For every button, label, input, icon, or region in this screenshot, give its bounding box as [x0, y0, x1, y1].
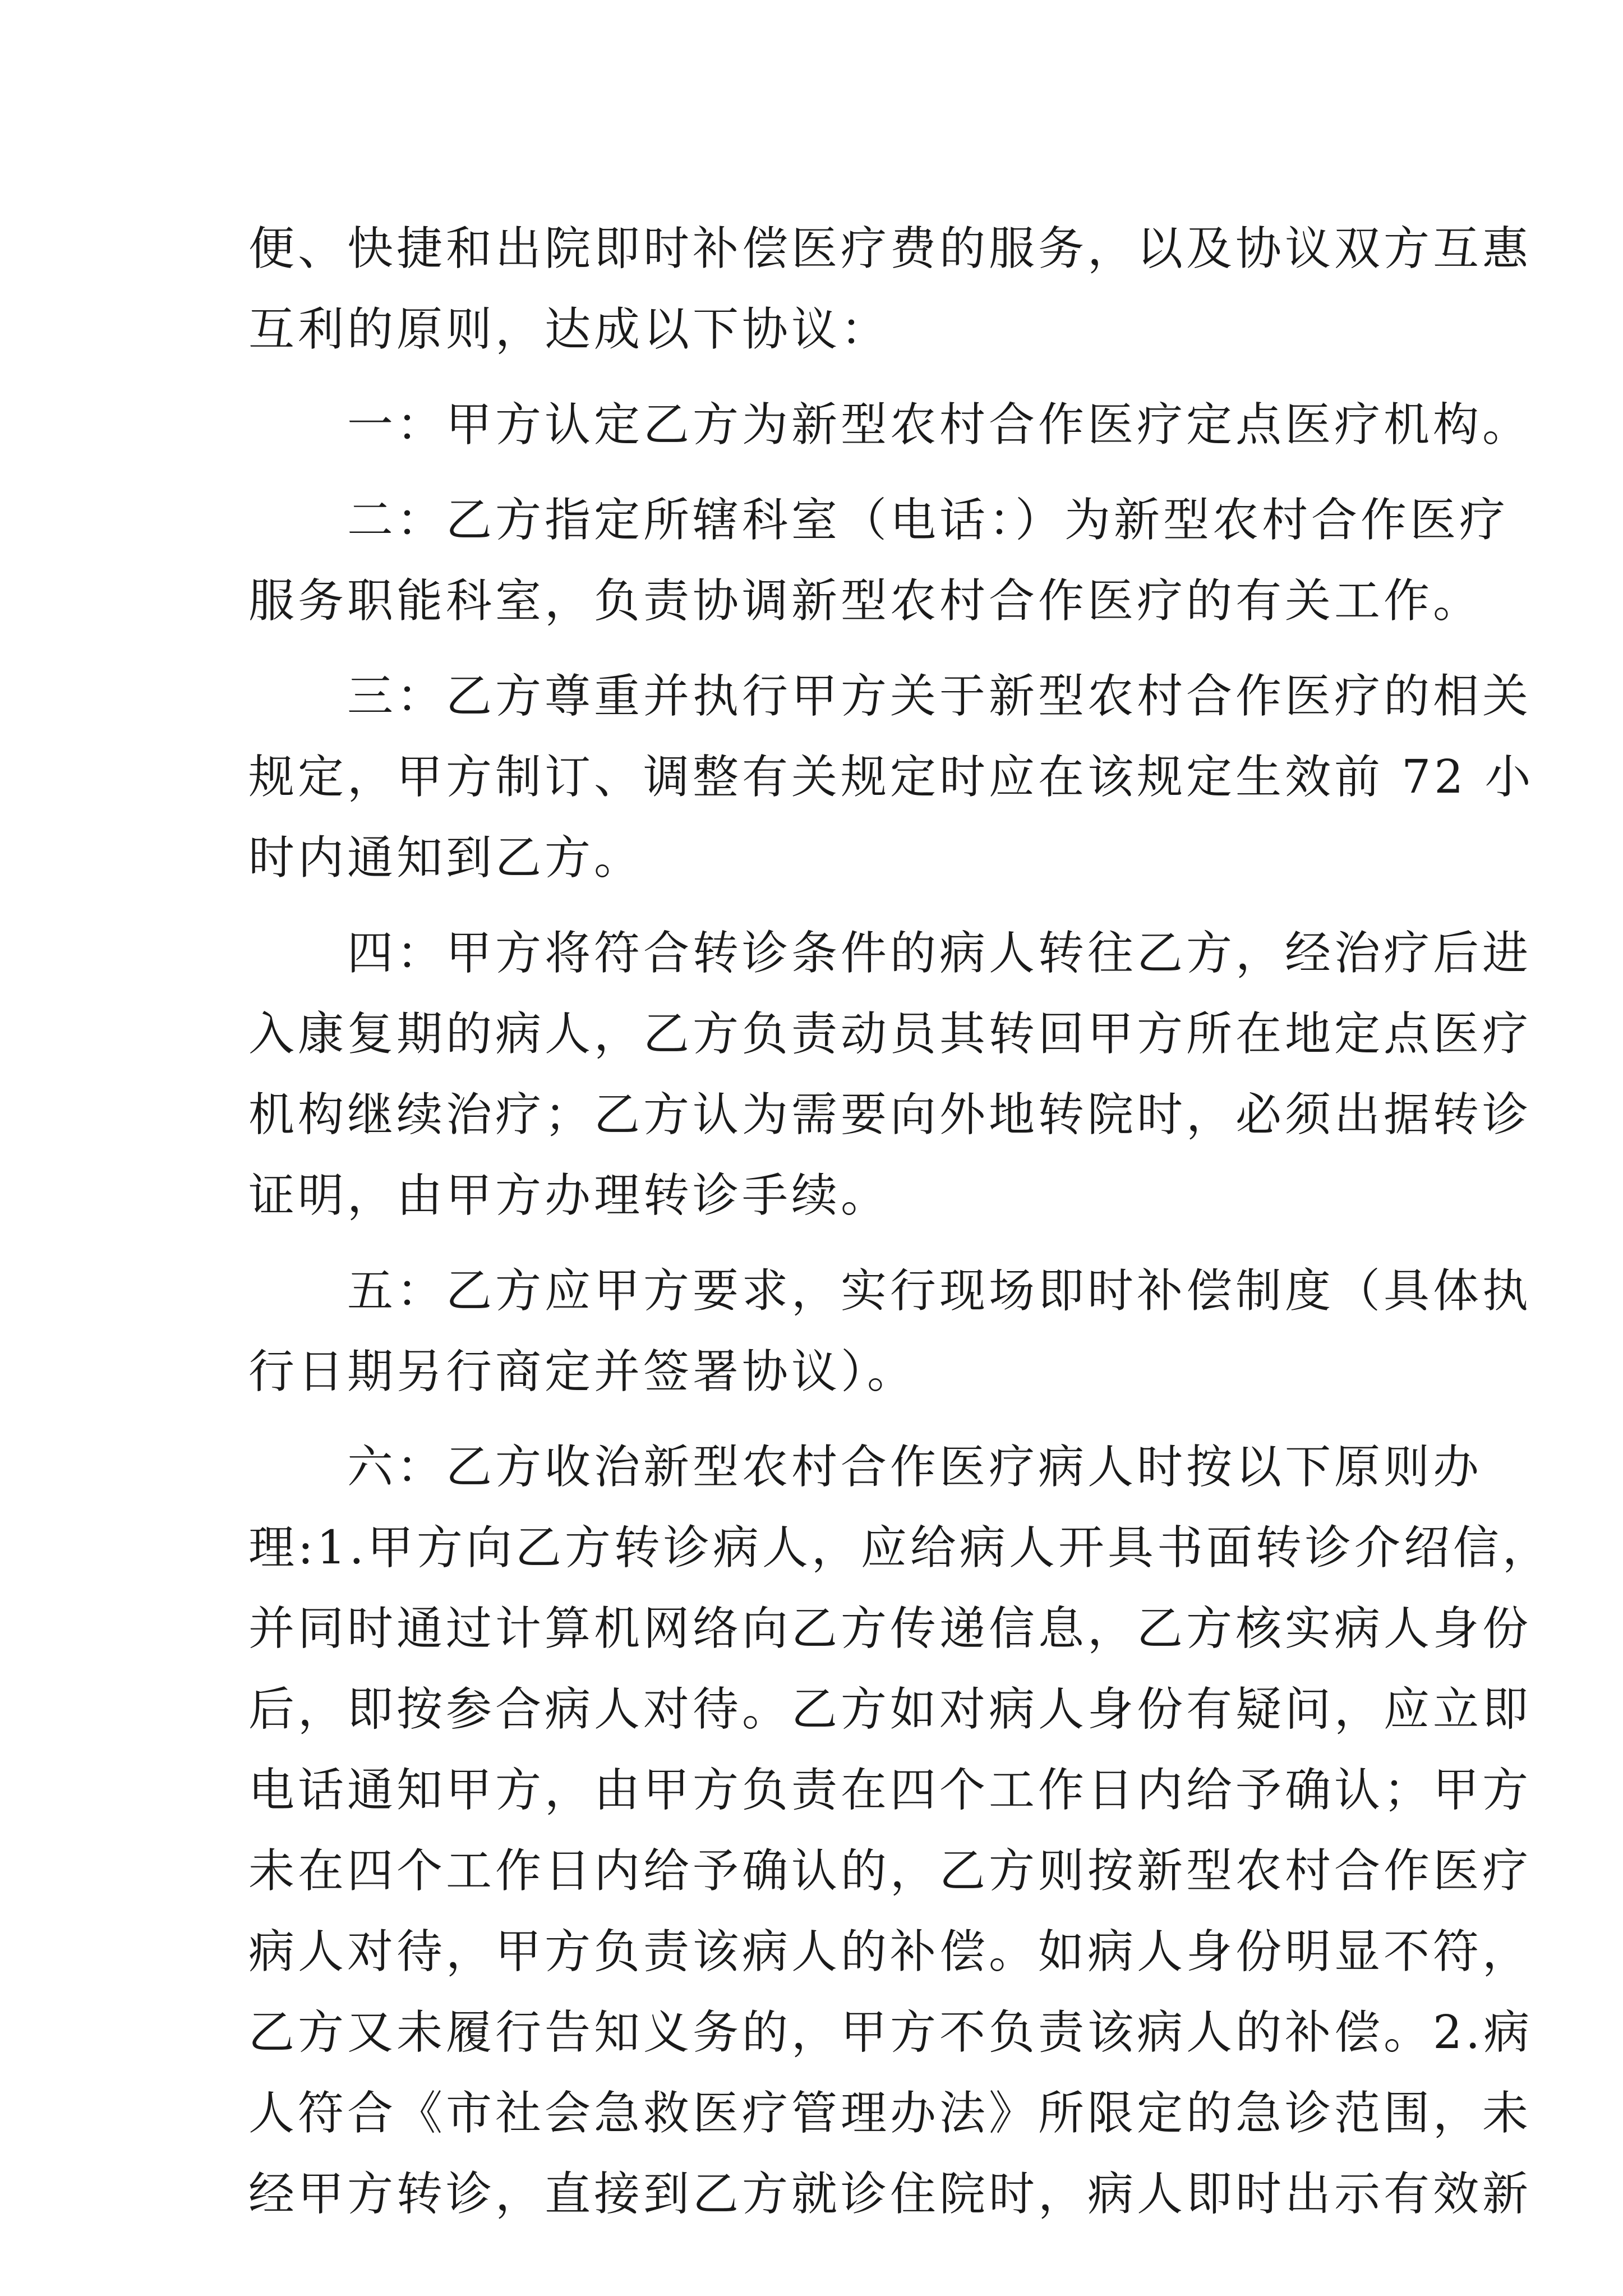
document-body: [248, 209, 1552, 2235]
paragraph: [248, 1251, 1532, 1412]
text-line: 行日期另行商定并签署协议）。: [248, 1345, 917, 1398]
paragraph: [248, 913, 1532, 1236]
paragraph: [248, 480, 1509, 642]
paragraph-gap: [248, 466, 1376, 480]
text-line: 入康复期的病人，乙方负责动员其转回甲方所在地定点医疗: [248, 1007, 1532, 1061]
text-line: 理:1.甲方向乙方转诊病人，应给病人开具书面转诊介绍信，: [248, 1521, 1552, 1575]
text-line: 病人对待，甲方负责该病人的补偿。如病人身份明显不符，: [248, 1925, 1532, 1978]
text-line: 证明，由甲方办理转诊手续。: [248, 1169, 891, 1222]
paragraph-gap: [248, 899, 1376, 913]
text-line: 人符合《市社会急救医疗管理办法》所限定的急诊范围，未: [248, 2087, 1532, 2140]
text-line: 机构继续治疗；乙方认为需要向外地转院时，必须出据转诊: [248, 1088, 1532, 1142]
text-line: 六：乙方收治新型农村合作医疗病人时按以下原则办: [347, 1441, 1483, 1494]
text-line: 便、快捷和出院即时补偿医疗费的服务，以及协议双方互惠: [248, 222, 1532, 275]
text-line: 互利的原则，达成以下协议：: [248, 303, 891, 356]
text-line: 规定，甲方制订、调整有关规定时应在该规定生效前 72 小: [248, 751, 1534, 804]
text-line: 二：乙方指定所辖科室（电话：）为新型农村合作医疗: [347, 494, 1509, 547]
text-line: 服务职能科室，负责协调新型农村合作医疗的有关工作。: [248, 574, 1483, 628]
paragraph: [248, 385, 1532, 466]
text-line: 四：甲方将符合转诊条件的病人转往乙方，经治疗后进: [347, 927, 1532, 980]
paragraph: [248, 656, 1534, 899]
text-line: 一：甲方认定乙方为新型农村合作医疗定点医疗机构。: [347, 398, 1532, 452]
text-line: 经甲方转诊，直接到乙方就诊住院时，病人即时出示有效新: [248, 2168, 1532, 2221]
text-line: 后，即按参合病人对待。乙方如对病人身份有疑问，应立即: [248, 1683, 1532, 1736]
text-line: 五：乙方应甲方要求，实行现场即时补偿制度（具体执: [347, 1264, 1532, 1318]
paragraph: [248, 1427, 1552, 2235]
paragraph-gap: [248, 1412, 1376, 1427]
text-line: 乙方又未履行告知义务的，甲方不负责该病人的补偿。2.病: [248, 2006, 1533, 2059]
paragraph: [248, 209, 1532, 370]
paragraph-gap: [248, 642, 1376, 656]
text-line: 电话通知甲方，由甲方负责在四个工作日内给予确认；甲方: [248, 1764, 1532, 1817]
paragraph-gap: [248, 370, 1376, 385]
text-line: 并同时通过计算机网络向乙方传递信息，乙方核实病人身份: [248, 1602, 1532, 1655]
text-line: 时内通知到乙方。: [248, 831, 644, 885]
text-line: 三：乙方尊重并执行甲方关于新型农村合作医疗的相关: [347, 670, 1532, 723]
text-line: 未在四个工作日内给予确认的，乙方则按新型农村合作医疗: [248, 1844, 1532, 1898]
paragraph-gap: [248, 1236, 1376, 1251]
